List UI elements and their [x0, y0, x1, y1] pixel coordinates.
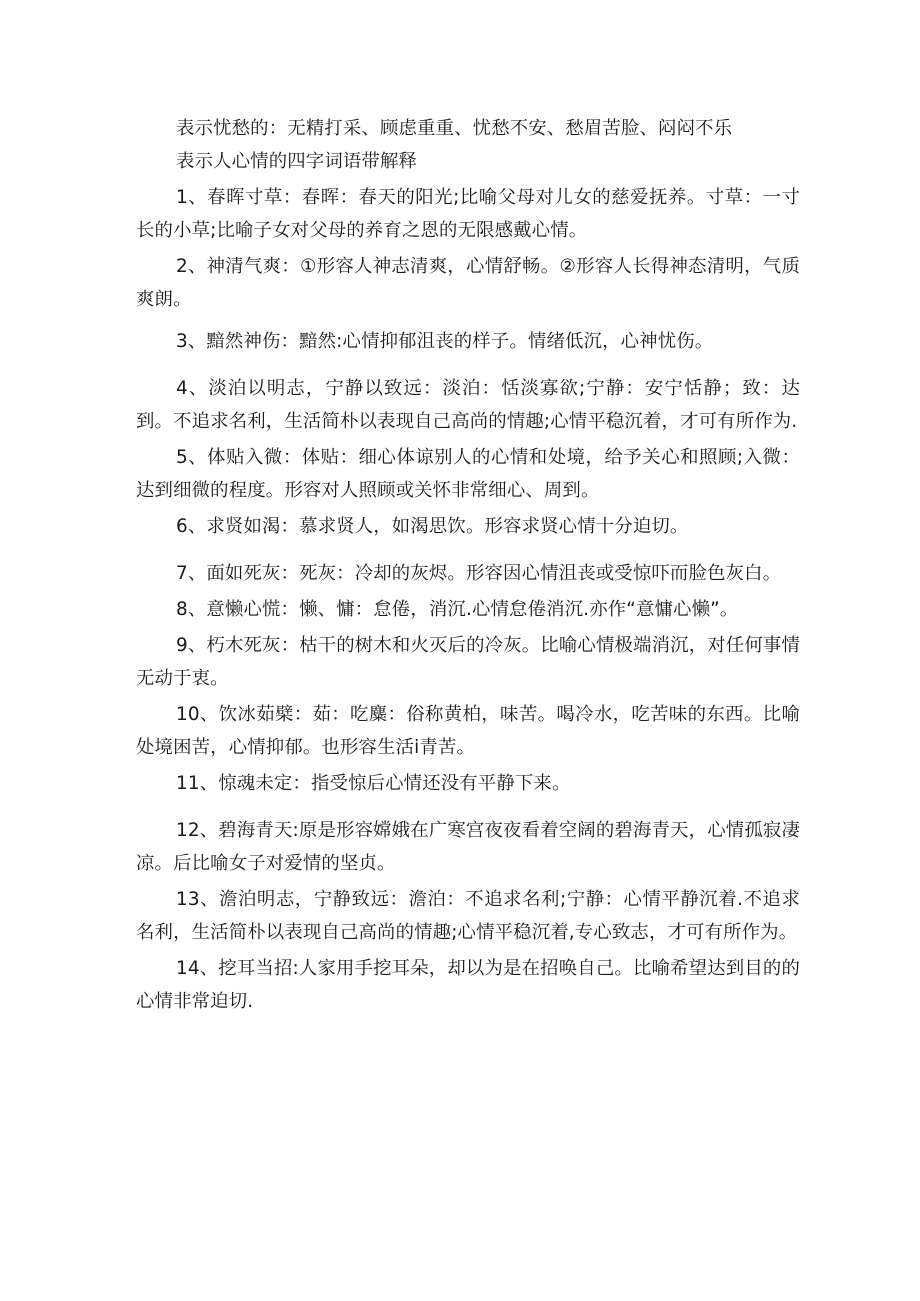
idiom-entry-3: 3、黯然神伤：黯然:心情抑郁沮丧的样子。情绪低沉，心神忧伤。	[176, 331, 714, 352]
intro-sorrow-line: 表示忧愁的：无精打采、顾虑重重、忧愁不安、愁眉苦脸、闷闷不乐	[176, 118, 733, 139]
document-body	[136, 112, 800, 1018]
idiom-entry-8: 8、意懒心慌：懒、慵：怠倦，消沉.心情怠倦消沉.亦作“意慵心懒”。	[176, 599, 739, 620]
idiom-entry-9: 9、朽木死灰：枯干的树木和火灭后的冷灰。比喻心情极端消沉，对任何事情无动于衷。	[136, 635, 800, 689]
idiom-entry-2: 2、神清气爽：①形容人神志清爽，心情舒畅。②形容人长得神态清明，气质爽朗。	[136, 256, 800, 310]
idiom-entry-7: 7、面如死灰：死灰：冷却的灰烬。形容因心情沮丧或受惊吓而脸色灰白。	[176, 563, 782, 584]
section-heading: 表示人心情的四字词语带解释	[176, 151, 418, 172]
idiom-entry-13: 13、澹泊明志，宁静致远：澹泊：不追求名利;宁静：心情平静沉着.不追求名利，生活简朴以表现自己高尚的情趣;心情平稳沉着,专心致志，才可有所作为。	[136, 889, 800, 943]
idiom-entry-11: 11、惊魂未定：指受惊后心情还没有平静下来。	[176, 773, 571, 794]
idiom-entry-12: 12、碧海青天:原是形容嫦娥在广寒宫夜夜看着空阔的碧海青天，心情孤寂凄凉。后比喻女子对爱情的坚贞。	[136, 820, 800, 874]
idiom-entry-14: 14、挖耳当招:人家用手挖耳朵，却以为是在招唤自己。比喻希望达到目的的心情非常迫切.	[136, 958, 800, 1012]
idiom-entry-4: 4、淡泊以明志，宁静以致远：淡泊：恬淡寡欲;宁静：安宁恬静；致：达到。不追求名利，生活简朴以表现自己高尚的情趣;心情平稳沉着，才可有所作为.	[136, 378, 800, 432]
idiom-entry-5: 5、体贴入微：体贴：细心体谅别人的心情和处境，给予关心和照顾;入微：达到细微的程度。形容对人照顾或关怀非常细心、周到。	[136, 447, 800, 501]
idiom-entry-6: 6、求贤如渴：慕求贤人，如渴思饮。形容求贤心情十分迫切。	[176, 516, 689, 537]
idiom-entry-10: 10、饮冰茹檗：茹：吃麋：俗称黄柏，味苦。喝冷水，吃苦味的东西。比喻处境困苦，心情抑郁。也形容生活i青苦。	[136, 704, 800, 758]
idiom-entry-1: 1、春晖寸草：春晖：春天的阳光;比喻父母对儿女的慈爱抚养。寸草：一寸长的小草;比喻子女对父母的养育之恩的无限感戴心情。	[136, 187, 800, 241]
